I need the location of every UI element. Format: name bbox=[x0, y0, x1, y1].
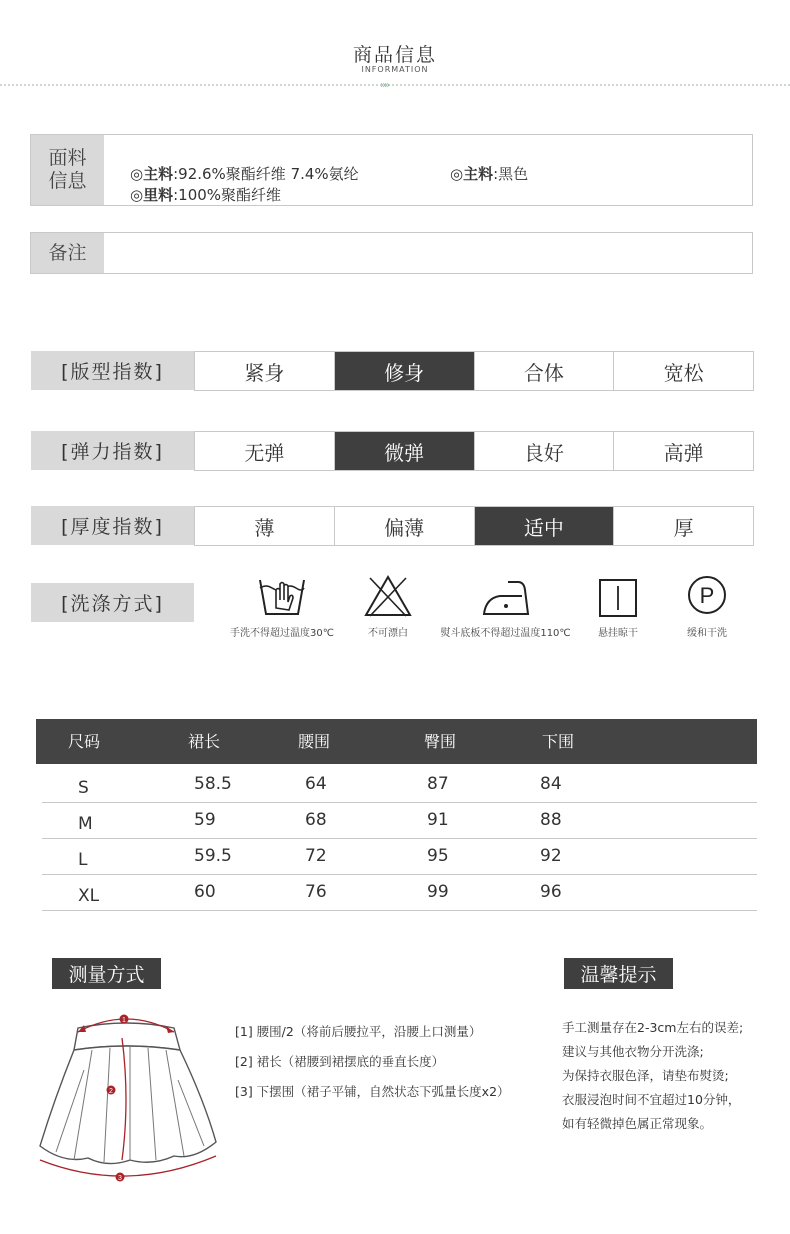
remark-label: 备注 bbox=[31, 233, 104, 273]
thickness-option-slightly-thin: 偏薄 bbox=[335, 507, 475, 545]
stretch-index-label: [弹力指数] bbox=[31, 431, 194, 470]
fit-option-slim: 修身 bbox=[335, 352, 475, 390]
header-divider bbox=[0, 84, 790, 86]
fabric-lining-text bbox=[130, 184, 281, 205]
wash-caption-hang-dry: 悬挂晾干 bbox=[598, 628, 638, 639]
wash-item-hand bbox=[222, 574, 342, 639]
waist-cell: 64 bbox=[305, 774, 327, 794]
page-subtitle: INFORMATION bbox=[361, 65, 429, 74]
svg-text:P: P bbox=[699, 583, 715, 608]
size-col-header: 尺码 bbox=[68, 732, 101, 751]
waist-cell: 76 bbox=[305, 882, 327, 902]
thickness-option-thick: 厚 bbox=[673, 515, 694, 540]
svg-text:2: 2 bbox=[109, 1088, 113, 1095]
waist-col-header: 腰围 bbox=[298, 732, 331, 751]
stretch-option-none: 无弹 bbox=[195, 432, 335, 470]
wash-item-iron bbox=[433, 574, 578, 639]
chevron-right-icon: »» bbox=[380, 80, 389, 91]
measure-title: 测量方式 bbox=[52, 958, 161, 989]
fabric-lining-value: :100%聚酯纤维 bbox=[173, 186, 282, 204]
fabric-info-label: 面料 信息 bbox=[31, 135, 104, 205]
skirt-diagram bbox=[34, 1010, 220, 1186]
table-row bbox=[42, 802, 757, 839]
hem-cell: 84 bbox=[540, 774, 562, 794]
measure-line-1: [1] 腰围/2（将前后腰拉平，沿腰上口测量） bbox=[235, 1024, 482, 1039]
thickness-index-options bbox=[194, 506, 754, 546]
stretch-index-options bbox=[194, 431, 754, 471]
length-col-header: 裙长 bbox=[188, 732, 221, 751]
fit-index-label: [版型指数] bbox=[31, 351, 194, 390]
table-row bbox=[42, 838, 757, 875]
fabric-lining-label: ◎里料 bbox=[130, 186, 174, 204]
tip-line-3: 为保持衣服色泽，请垫布熨烫; bbox=[562, 1068, 729, 1083]
fabric-color-value: :黑色 bbox=[493, 165, 529, 183]
svg-text:1: 1 bbox=[122, 1017, 126, 1024]
hip-cell: 95 bbox=[427, 846, 449, 866]
wash-caption-iron: 熨斗底板不得超过温度110℃ bbox=[440, 628, 571, 639]
stretch-option-slight: 微弹 bbox=[335, 432, 475, 470]
fabric-color-text bbox=[450, 163, 528, 184]
wash-item-no-bleach bbox=[348, 574, 428, 639]
fit-option-regular: 合体 bbox=[475, 352, 615, 390]
waist-cell: 68 bbox=[305, 810, 327, 830]
tip-line-2: 建议与其他衣物分开洗涤; bbox=[562, 1044, 704, 1059]
fit-index-options bbox=[194, 351, 754, 391]
hip-col-header: 臀围 bbox=[424, 732, 457, 751]
tip-line-4: 衣服浸泡时间不宜超过10分钟， bbox=[562, 1092, 741, 1107]
hand-wash-icon bbox=[256, 574, 308, 618]
length-cell: 59.5 bbox=[194, 846, 232, 866]
fit-option-tight: 紧身 bbox=[195, 352, 335, 390]
table-row bbox=[42, 766, 757, 803]
hem-cell: 96 bbox=[540, 882, 562, 902]
dry-clean-icon bbox=[681, 574, 733, 618]
thickness-option-medium: 适中 bbox=[475, 507, 615, 545]
wash-label: [洗涤方式] bbox=[31, 583, 194, 622]
tip-line-1: 手工测量存在2-3cm左右的误差; bbox=[562, 1020, 744, 1035]
wash-item-hang-dry bbox=[583, 574, 653, 639]
fabric-main-value: :92.6%聚酯纤维 7.4%氨纶 bbox=[173, 165, 359, 183]
thickness-option-thin: 薄 bbox=[195, 507, 335, 545]
fabric-main-text bbox=[130, 163, 359, 184]
wash-item-dry-clean bbox=[672, 574, 742, 639]
stretch-option-high: 高弹 bbox=[663, 440, 704, 465]
wash-caption-hand: 手洗不得超过温度30℃ bbox=[230, 628, 334, 639]
fit-option-loose: 宽松 bbox=[663, 360, 704, 385]
hem-cell: 92 bbox=[540, 846, 562, 866]
length-cell: 58.5 bbox=[194, 774, 232, 794]
iron-icon bbox=[478, 574, 534, 618]
measure-line-3: [3] 下摆围（裙子平铺，自然状态下弧量长度x2） bbox=[235, 1084, 510, 1099]
page-title: 商品信息 bbox=[352, 44, 437, 66]
fabric-main-label: ◎主料 bbox=[130, 165, 174, 183]
waist-cell: 72 bbox=[305, 846, 327, 866]
size-cell: XL bbox=[78, 886, 100, 906]
tips-title: 温馨提示 bbox=[564, 958, 673, 989]
thickness-index-label: [厚度指数] bbox=[31, 506, 194, 545]
hip-cell: 87 bbox=[427, 774, 449, 794]
table-row bbox=[42, 874, 757, 911]
tip-line-5: 如有轻微掉色属正常现象。 bbox=[562, 1116, 713, 1131]
hem-col-header: 下围 bbox=[542, 732, 575, 751]
hip-cell: 91 bbox=[427, 810, 449, 830]
hem-cell: 88 bbox=[540, 810, 562, 830]
length-cell: 59 bbox=[194, 810, 216, 830]
size-cell: M bbox=[78, 814, 93, 834]
no-bleach-icon bbox=[362, 574, 414, 618]
fabric-color-label: ◎主料 bbox=[450, 165, 494, 183]
size-cell: L bbox=[78, 850, 88, 870]
wash-caption-no-bleach: 不可漂白 bbox=[368, 628, 408, 639]
remark-box bbox=[30, 232, 753, 274]
hang-dry-icon bbox=[592, 574, 644, 618]
hip-cell: 99 bbox=[427, 882, 449, 902]
wash-caption-dry-clean: 缓和干洗 bbox=[687, 628, 727, 639]
svg-text:3: 3 bbox=[118, 1175, 122, 1182]
measure-line-2: [2] 裙长（裙腰到裙摆底的垂直长度） bbox=[235, 1054, 445, 1069]
length-cell: 60 bbox=[194, 882, 216, 902]
stretch-option-good: 良好 bbox=[475, 432, 615, 470]
size-cell: S bbox=[78, 778, 89, 798]
size-table-header bbox=[36, 719, 757, 764]
